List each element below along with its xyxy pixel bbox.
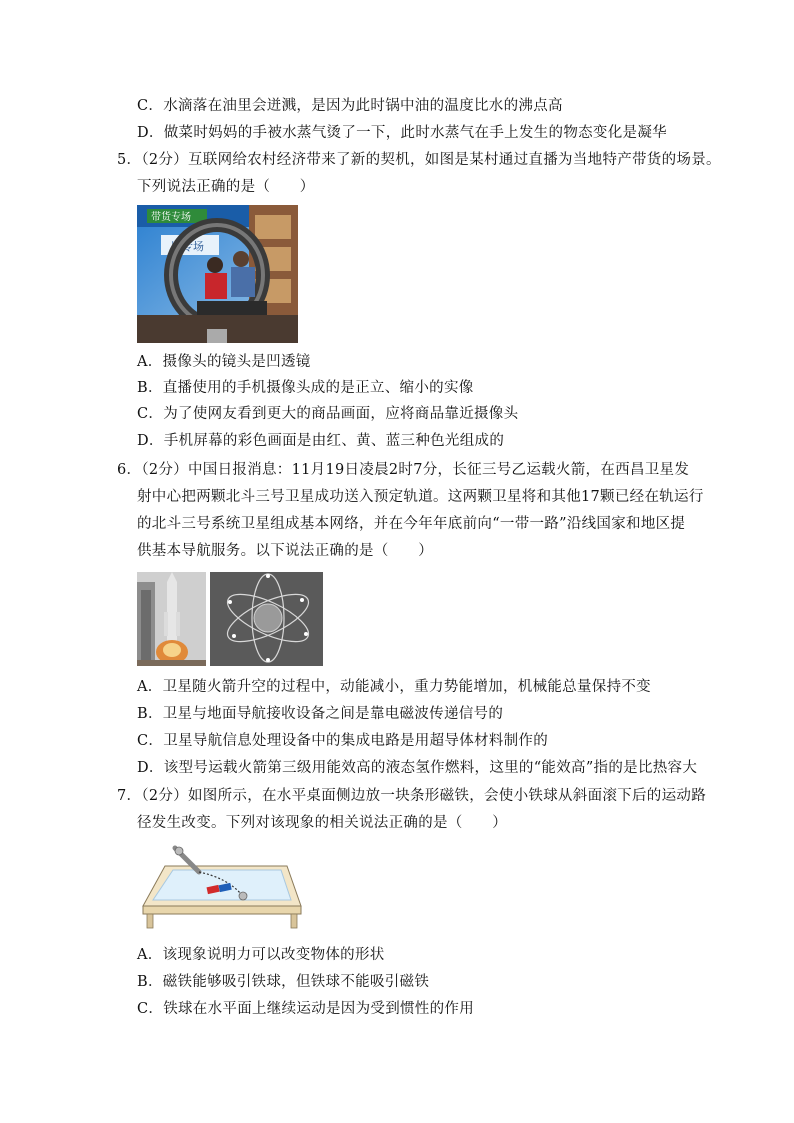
banner-text: 带货专场 <box>151 212 191 223</box>
q7-option-b: B．磁铁能够吸引铁球，但铁球不能吸引磁铁 <box>137 974 430 990</box>
q7-option-a: A．该现象说明力可以改变物体的形状 <box>137 947 385 963</box>
q5-stem-line2: 下列说法正确的是（ ） <box>137 179 315 195</box>
q6-option-d: D．该型号运载火箭第三级用能效高的液态氢作燃料，这里的“能效高”指的是比热容大 <box>137 760 698 776</box>
q6-stem-line3: 的北斗三号系统卫星组成基本网络，并在今年年底前向“一带一路”沿线国家和地区提 <box>137 516 686 532</box>
q5-stem-line1: 5．（2分）互联网给农村经济带来了新的契机，如图是某村通过直播为当地特产带货的场景。 <box>117 152 721 168</box>
q4-option-d: D．做菜时妈妈的手被水蒸气烫了一下，此时水蒸气在手上发生的物态变化是凝华 <box>137 125 667 141</box>
q6-stem-line1: 6．（2分）中国日报消息：11月19日凌晨2时7分，长征三号乙运载火箭，在西昌卫星发 <box>117 462 690 478</box>
q6-stem-line4: 供基本导航服务。以下说法正确的是（ ） <box>137 543 433 559</box>
q6-option-b: B．卫星与地面导航接收设备之间是靠电磁波传递信号的 <box>137 706 504 722</box>
q7-stem-line2: 径发生改变。下列对该现象的相关说法正确的是（ ） <box>137 815 507 831</box>
q6-option-c: C．卫星导航信息处理设备中的集成电路是用超导体材料制作的 <box>137 733 548 749</box>
q7-option-c: C．铁球在水平面上继续运动是因为受到惯性的作用 <box>137 1001 474 1017</box>
q5-option-c: C．为了使网友看到更大的商品画面，应将商品靠近摄像头 <box>137 406 519 422</box>
q6-stem-line2: 射中心把两颗北斗三号卫星成功送入预定轨道。这两颗卫星将和其他17颗已经在轨运行 <box>137 489 704 505</box>
magnet-table-figure <box>137 844 305 930</box>
livestream-photo <box>137 205 298 343</box>
satellite-orbits-photo <box>210 572 323 666</box>
q4-option-c: C．水滴落在油里会迸溅，是因为此时锅中油的温度比水的沸点高 <box>137 98 563 114</box>
q6-option-a: A．卫星随火箭升空的过程中，动能减小，重力势能增加，机械能总量保持不变 <box>137 679 651 695</box>
booth-text: 鉴专场 <box>171 240 204 253</box>
q5-option-b: B．直播使用的手机摄像头成的是正立、缩小的实像 <box>137 380 474 396</box>
q5-option-d: D．手机屏幕的彩色画面是由红、黄、蓝三种色光组成的 <box>137 433 505 449</box>
q5-option-a: A．摄像头的镜头是凹透镜 <box>137 354 311 370</box>
rocket-launch-photo <box>137 572 206 666</box>
q7-stem-line1: 7．（2分）如图所示，在水平桌面侧边放一块条形磁铁，会使小铁球从斜面滚下后的运动路 <box>117 788 706 804</box>
